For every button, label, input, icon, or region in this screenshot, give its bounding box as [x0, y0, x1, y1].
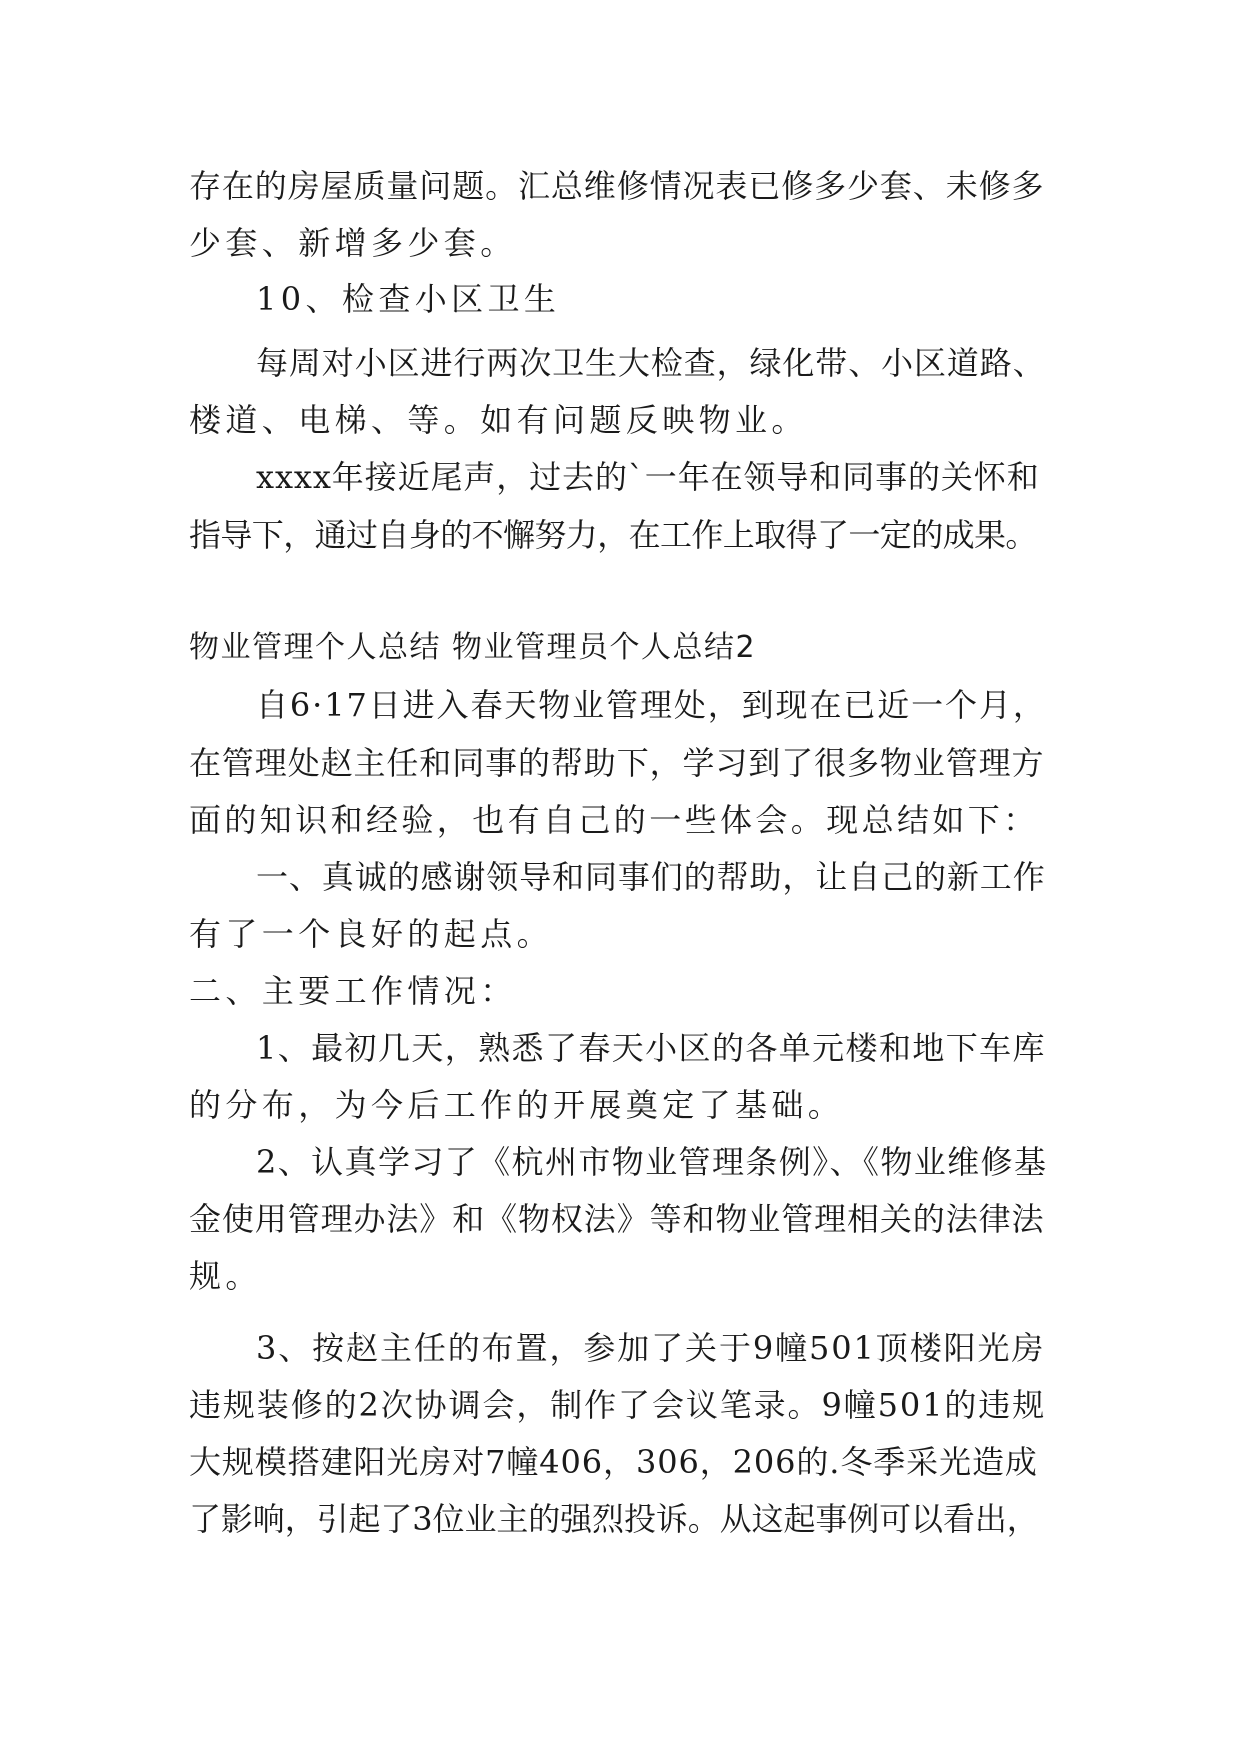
paragraph-line: 规。: [189, 1257, 262, 1295]
paragraph-line: 存在的房屋质量问题。汇总维修情况表已修多少套、未修多: [189, 167, 1045, 205]
paragraph-line: 一、真诚的感谢领导和同事们的帮助，让自己的新工作: [256, 858, 1046, 896]
paragraph-line: 的分布，为今后工作的开展奠定了基础。: [189, 1086, 845, 1124]
paragraph-line: 2、认真学习了《杭州市物业管理条例》、《物业维修基: [256, 1143, 1048, 1181]
paragraph-line: 面的知识和经验，也有自己的一些体会。现总结如下：: [189, 801, 1039, 839]
paragraph-line: 了影响，引起了3位业主的强烈投诉。从这起事例可以看出，: [189, 1500, 1039, 1538]
paragraph-line: 1、最初几天，熟悉了春天小区的各单元楼和地下车库: [256, 1029, 1046, 1067]
paragraph-line: 楼道、电梯、等。如有问题反映物业。: [189, 401, 808, 439]
paragraph-line: 大规模搭建阳光房对7幢406，306，206的.冬季采光造成: [189, 1443, 1038, 1481]
paragraph-line: 违规装修的2次协调会，制作了会议笔录。9幢501的违规: [189, 1386, 1047, 1424]
paragraph-line: 指导下，通过自身的不懈努力，在工作上取得了一定的成果。: [189, 516, 1037, 554]
paragraph-line: xxxx年接近尾声，过去的`一年在领导和同事的关怀和: [256, 458, 1040, 496]
paragraph-line: 3、按赵主任的布置，参加了关于9幢501顶楼阳光房: [256, 1329, 1046, 1367]
paragraph-line: 自6·17日进入春天物业管理处，到现在已近一个月，: [256, 686, 1047, 724]
paragraph-line: 金使用管理办法》和《物权法》等和物业管理相关的法律法: [189, 1200, 1045, 1238]
paragraph-line: 少套、新增多少套。: [189, 224, 517, 262]
section-heading: 物业管理个人总结 物业管理员个人总结2: [189, 630, 757, 665]
paragraph-line: 有了一个良好的起点。: [189, 915, 554, 953]
item-title: 10、检查小区卫生: [256, 280, 561, 318]
paragraph-line: 在管理处赵主任和同事的帮助下，学习到了很多物业管理方: [189, 744, 1045, 782]
paragraph-line: 每周对小区进行两次卫生大检查，绿化带、小区道路、: [256, 344, 1046, 382]
section-subtitle: 二、主要工作情况：: [189, 972, 517, 1010]
